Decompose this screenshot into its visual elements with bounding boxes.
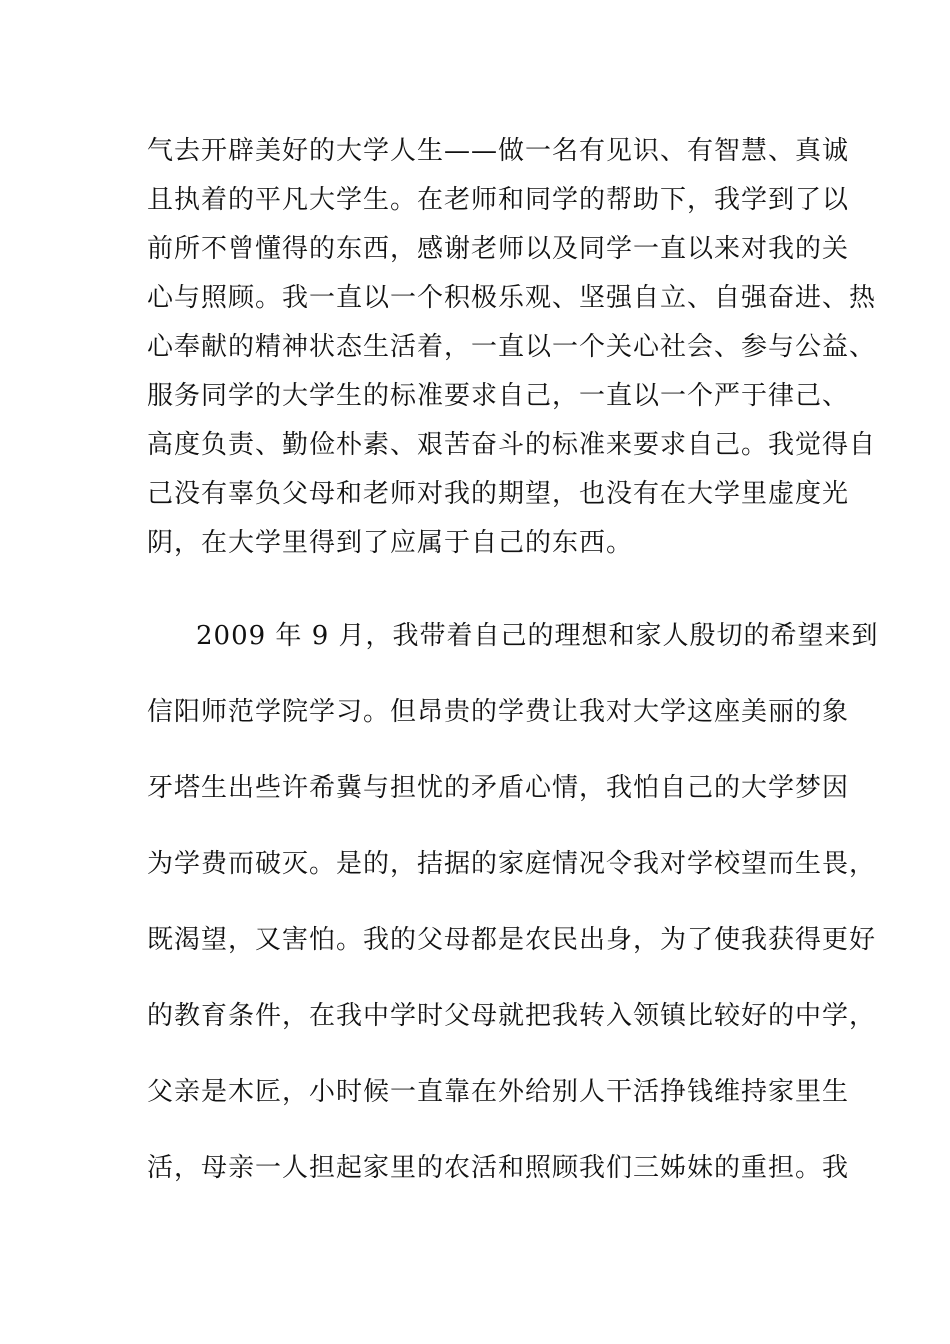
paragraph-1-line-1: 气去开辟美好的大学人生——做一名有见识、有智慧、真诚 xyxy=(147,136,850,166)
paragraph-1-line-6: 服务同学的大学生的标准要求自己，一直以一个严于律己、 xyxy=(147,381,850,411)
paragraph-1-line-7: 高度负责、勤俭朴素、艰苦奋斗的标准来要求自己。我觉得自 xyxy=(147,430,877,460)
paragraph-2-line-1: 2009 年 9 月，我带着自己的理想和家人殷切的希望来到 xyxy=(196,621,879,651)
paragraph-2-line-4: 为学费而破灭。是的，拮据的家庭情况令我对学校望而生畏， xyxy=(147,849,877,879)
paragraph-1-line-8: 己没有辜负父母和老师对我的期望，也没有在大学里虚度光 xyxy=(147,479,850,509)
paragraph-2-line-5: 既渴望，又害怕。我的父母都是农民出身，为了使我获得更好 xyxy=(147,925,877,955)
paragraph-1-line-4: 心与照顾。我一直以一个积极乐观、坚强自立、自强奋进、热 xyxy=(147,283,877,313)
paragraph-2-line-2: 信阳师范学院学习。但昂贵的学费让我对大学这座美丽的象 xyxy=(147,697,850,727)
paragraph-1-line-3: 前所不曾懂得的东西，感谢老师以及同学一直以来对我的关 xyxy=(147,234,850,264)
paragraph-2-line-8: 活，母亲一人担起家里的农活和照顾我们三姊妹的重担。我 xyxy=(147,1153,850,1183)
paragraph-2-line-7: 父亲是木匠，小时候一直靠在外给别人干活挣钱维持家里生 xyxy=(147,1077,850,1107)
paragraph-1-line-9: 阴，在大学里得到了应属于自己的东西。 xyxy=(147,528,634,558)
paragraph-1-line-2: 且执着的平凡大学生。在老师和同学的帮助下，我学到了以 xyxy=(147,185,850,215)
paragraph-2-line-3: 牙塔生出些许希冀与担忧的矛盾心情，我怕自己的大学梦因 xyxy=(147,773,850,803)
paragraph-2-line-6: 的教育条件，在我中学时父母就把我转入领镇比较好的中学， xyxy=(147,1001,877,1031)
paragraph-1-line-5: 心奉献的精神状态生活着，一直以一个关心社会、参与公益、 xyxy=(147,332,877,362)
